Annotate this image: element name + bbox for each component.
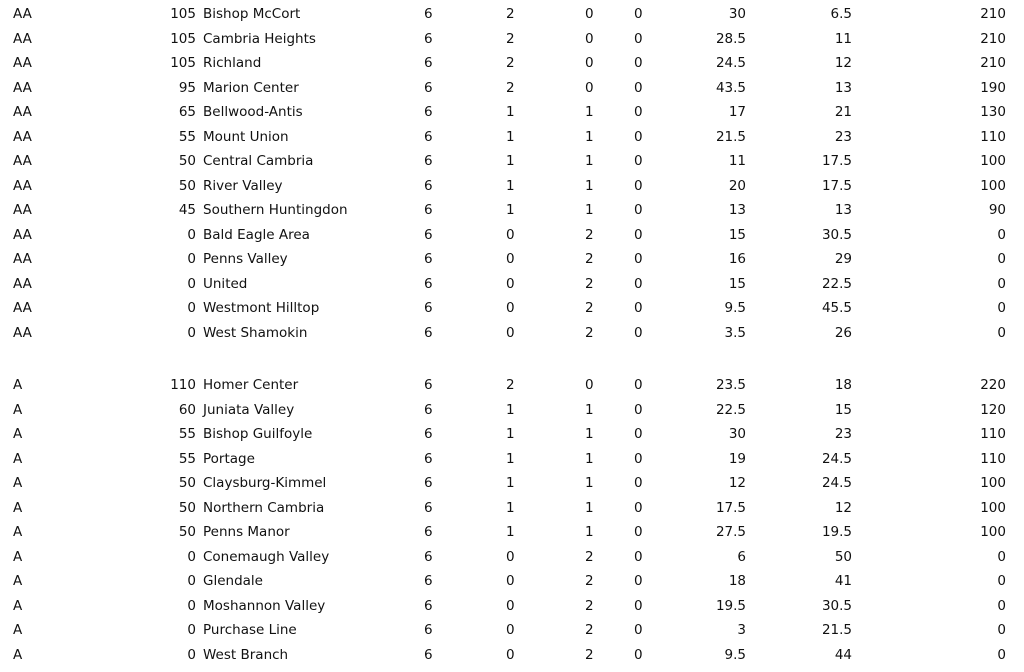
wins-cell: 1	[506, 202, 515, 218]
ties-cell: 0	[634, 275, 643, 292]
games-played-cell: 6	[424, 524, 433, 540]
total-points-cell: 210	[980, 30, 1006, 47]
total-points-cell: 210	[980, 55, 1006, 71]
ties-cell: 0	[634, 202, 643, 218]
class-cell: A	[13, 573, 23, 589]
losses-cell: 1	[585, 499, 594, 516]
games-played-cell: 6	[424, 275, 433, 292]
ties-cell: 0	[634, 251, 643, 267]
team-name-cell: Bellwood-Antis	[203, 104, 303, 120]
table-row	[0, 27, 1024, 51]
games-played-cell: 6	[424, 475, 433, 491]
losses-cell: 1	[585, 401, 594, 418]
ties-cell: 0	[634, 622, 643, 638]
points-for-cell: 19	[728, 450, 746, 467]
total-points-cell: 130	[980, 104, 1006, 120]
ties-cell: 0	[634, 524, 643, 540]
class-cell: A	[13, 426, 23, 442]
points-cell: 105	[170, 55, 196, 71]
ties-cell: 0	[634, 475, 643, 491]
table-row	[0, 247, 1024, 271]
team-name-cell: Marion Center	[203, 79, 299, 96]
team-name-cell: Purchase Line	[203, 622, 297, 638]
ties-cell: 0	[634, 548, 643, 565]
total-points-cell: 0	[997, 324, 1006, 341]
wins-cell: 1	[506, 499, 515, 516]
ties-cell: 0	[634, 226, 643, 243]
games-played-cell: 6	[424, 597, 433, 614]
games-played-cell: 6	[424, 377, 433, 393]
points-cell: 50	[178, 153, 196, 169]
total-points-cell: 100	[980, 153, 1006, 169]
games-played-cell: 6	[424, 226, 433, 243]
games-played-cell: 6	[424, 79, 433, 96]
points-cell: 55	[178, 450, 196, 467]
class-cell: A	[13, 524, 23, 540]
wins-cell: 0	[506, 548, 515, 565]
class-cell: A	[13, 499, 23, 516]
team-name-cell: Northern Cambria	[203, 499, 325, 516]
points-cell: 55	[178, 128, 196, 145]
points-against-cell: 13	[834, 79, 852, 96]
total-points-cell: 100	[980, 177, 1006, 194]
class-cell: A	[13, 475, 23, 491]
table-row	[0, 643, 1024, 667]
points-for-cell: 18	[728, 573, 746, 589]
points-against-cell: 29	[834, 251, 852, 267]
table-row	[0, 594, 1024, 618]
points-cell: 50	[178, 475, 196, 491]
table-row	[0, 125, 1024, 149]
losses-cell: 1	[585, 450, 594, 467]
points-against-cell: 21.5	[821, 622, 852, 638]
points-cell: 0	[187, 251, 196, 267]
points-for-cell: 15	[728, 226, 746, 243]
points-against-cell: 23	[834, 128, 852, 145]
team-name-cell: Juniata Valley	[203, 401, 295, 418]
losses-cell: 1	[585, 475, 594, 491]
losses-cell: 2	[585, 251, 594, 267]
points-for-cell: 30	[728, 6, 746, 22]
points-cell: 0	[187, 548, 196, 565]
team-name-cell: Penns Manor	[203, 524, 290, 540]
wins-cell: 1	[506, 426, 515, 442]
losses-cell: 2	[585, 275, 594, 292]
table-row	[0, 198, 1024, 222]
points-for-cell: 13	[728, 202, 746, 218]
class-cell: AA	[13, 79, 32, 96]
points-against-cell: 23	[834, 426, 852, 442]
games-played-cell: 6	[424, 401, 433, 418]
points-for-cell: 15	[728, 275, 746, 292]
wins-cell: 1	[506, 450, 515, 467]
ties-cell: 0	[634, 79, 643, 96]
points-cell: 0	[187, 275, 196, 292]
games-played-cell: 6	[424, 55, 433, 71]
ties-cell: 0	[634, 324, 643, 341]
games-played-cell: 6	[424, 548, 433, 565]
games-played-cell: 6	[424, 300, 433, 316]
points-for-cell: 16	[728, 251, 746, 267]
total-points-cell: 120	[980, 401, 1006, 418]
team-name-cell: West Branch	[203, 646, 289, 663]
points-for-cell: 17	[728, 104, 746, 120]
ties-cell: 0	[634, 104, 643, 120]
team-name-cell: Portage	[203, 450, 255, 467]
table-row	[0, 545, 1024, 569]
losses-cell: 2	[585, 646, 594, 663]
points-against-cell: 11	[834, 30, 852, 47]
wins-cell: 0	[506, 573, 515, 589]
losses-cell: 2	[585, 622, 594, 638]
wins-cell: 1	[506, 153, 515, 169]
points-cell: 105	[170, 6, 196, 22]
points-against-cell: 44	[834, 646, 852, 663]
total-points-cell: 0	[997, 226, 1006, 243]
team-name-cell: Southern Huntingdon	[203, 202, 348, 218]
points-against-cell: 24.5	[821, 450, 852, 467]
games-played-cell: 6	[424, 251, 433, 267]
points-cell: 60	[178, 401, 196, 418]
points-for-cell: 28.5	[715, 30, 746, 47]
team-name-cell: Cambria Heights	[203, 30, 316, 47]
games-played-cell: 6	[424, 324, 433, 341]
total-points-cell: 90	[988, 202, 1006, 218]
points-against-cell: 12	[834, 499, 852, 516]
games-played-cell: 6	[424, 499, 433, 516]
total-points-cell: 110	[980, 426, 1006, 442]
ties-cell: 0	[634, 6, 643, 22]
table-row	[0, 471, 1024, 495]
points-for-cell: 43.5	[715, 79, 746, 96]
games-played-cell: 6	[424, 426, 433, 442]
games-played-cell: 6	[424, 153, 433, 169]
class-cell: A	[13, 646, 23, 663]
points-for-cell: 21.5	[715, 128, 746, 145]
losses-cell: 2	[585, 573, 594, 589]
points-against-cell: 18	[834, 377, 852, 393]
points-for-cell: 3	[737, 622, 746, 638]
points-cell: 0	[187, 646, 196, 663]
points-for-cell: 22.5	[715, 401, 746, 418]
wins-cell: 0	[506, 300, 515, 316]
losses-cell: 2	[585, 324, 594, 341]
games-played-cell: 6	[424, 622, 433, 638]
class-cell: AA	[13, 153, 32, 169]
table-row	[0, 296, 1024, 320]
points-cell: 65	[178, 104, 196, 120]
class-cell: AA	[13, 6, 32, 22]
wins-cell: 0	[506, 275, 515, 292]
ties-cell: 0	[634, 128, 643, 145]
points-against-cell: 30.5	[821, 226, 852, 243]
points-against-cell: 17.5	[821, 153, 852, 169]
table-row	[0, 174, 1024, 198]
team-name-cell: West Shamokin	[203, 324, 308, 341]
losses-cell: 0	[585, 6, 594, 22]
wins-cell: 2	[506, 377, 515, 393]
total-points-cell: 220	[980, 377, 1006, 393]
class-cell: AA	[13, 30, 32, 47]
ties-cell: 0	[634, 597, 643, 614]
games-played-cell: 6	[424, 30, 433, 47]
table-row	[0, 76, 1024, 100]
table-row	[0, 2, 1024, 26]
losses-cell: 1	[585, 426, 594, 442]
team-name-cell: Claysburg-Kimmel	[203, 475, 327, 491]
total-points-cell: 190	[980, 79, 1006, 96]
points-cell: 55	[178, 426, 196, 442]
table-row	[0, 272, 1024, 296]
points-for-cell: 23.5	[715, 377, 746, 393]
points-against-cell: 13	[834, 202, 852, 218]
ties-cell: 0	[634, 300, 643, 316]
points-cell: 0	[187, 324, 196, 341]
table-row	[0, 520, 1024, 544]
ties-cell: 0	[634, 55, 643, 71]
class-cell: AA	[13, 104, 32, 120]
class-cell: AA	[13, 128, 32, 145]
table-row	[0, 149, 1024, 173]
team-name-cell: Moshannon Valley	[203, 597, 326, 614]
wins-cell: 2	[506, 79, 515, 96]
table-row	[0, 569, 1024, 593]
class-cell: A	[13, 622, 23, 638]
points-cell: 50	[178, 177, 196, 194]
games-played-cell: 6	[424, 104, 433, 120]
total-points-cell: 0	[997, 573, 1006, 589]
class-cell: A	[13, 597, 23, 614]
class-cell: AA	[13, 300, 32, 316]
total-points-cell: 0	[997, 300, 1006, 316]
wins-cell: 2	[506, 30, 515, 47]
points-for-cell: 19.5	[715, 597, 746, 614]
points-cell: 0	[187, 597, 196, 614]
wins-cell: 0	[506, 251, 515, 267]
points-against-cell: 45.5	[821, 300, 852, 316]
losses-cell: 2	[585, 300, 594, 316]
losses-cell: 0	[585, 79, 594, 96]
points-for-cell: 9.5	[724, 646, 746, 663]
points-against-cell: 30.5	[821, 597, 852, 614]
table-row	[0, 447, 1024, 471]
games-played-cell: 6	[424, 177, 433, 194]
total-points-cell: 0	[997, 548, 1006, 565]
team-name-cell: Westmont Hilltop	[203, 300, 320, 316]
ties-cell: 0	[634, 177, 643, 194]
wins-cell: 0	[506, 622, 515, 638]
total-points-cell: 0	[997, 275, 1006, 292]
games-played-cell: 6	[424, 646, 433, 663]
points-cell: 0	[187, 622, 196, 638]
losses-cell: 0	[585, 55, 594, 71]
games-played-cell: 6	[424, 6, 433, 22]
class-cell: AA	[13, 275, 32, 292]
class-cell: AA	[13, 226, 32, 243]
points-for-cell: 12	[728, 475, 746, 491]
points-for-cell: 17.5	[715, 499, 746, 516]
points-for-cell: 30	[728, 426, 746, 442]
points-cell: 45	[178, 202, 196, 218]
table-row	[0, 223, 1024, 247]
points-cell: 95	[178, 79, 196, 96]
class-cell: AA	[13, 251, 32, 267]
wins-cell: 2	[506, 6, 515, 22]
losses-cell: 1	[585, 177, 594, 194]
points-against-cell: 22.5	[821, 275, 852, 292]
games-played-cell: 6	[424, 573, 433, 589]
points-for-cell: 3.5	[724, 324, 746, 341]
ties-cell: 0	[634, 499, 643, 516]
games-played-cell: 6	[424, 450, 433, 467]
points-cell: 110	[170, 377, 196, 393]
points-against-cell: 24.5	[821, 475, 852, 491]
class-cell: AA	[13, 202, 32, 218]
ties-cell: 0	[634, 377, 643, 393]
team-name-cell: Conemaugh Valley	[203, 548, 330, 565]
wins-cell: 1	[506, 128, 515, 145]
ties-cell: 0	[634, 450, 643, 467]
total-points-cell: 100	[980, 499, 1006, 516]
losses-cell: 1	[585, 128, 594, 145]
losses-cell: 2	[585, 226, 594, 243]
total-points-cell: 210	[980, 6, 1006, 22]
points-for-cell: 27.5	[715, 524, 746, 540]
team-name-cell: Penns Valley	[203, 251, 288, 267]
points-against-cell: 17.5	[821, 177, 852, 194]
points-cell: 0	[187, 300, 196, 316]
points-for-cell: 9.5	[724, 300, 746, 316]
team-name-cell: Bald Eagle Area	[203, 226, 310, 243]
points-against-cell: 12	[834, 55, 852, 71]
points-cell: 0	[187, 573, 196, 589]
points-cell: 50	[178, 524, 196, 540]
ties-cell: 0	[634, 573, 643, 589]
losses-cell: 2	[585, 597, 594, 614]
points-cell: 105	[170, 30, 196, 47]
losses-cell: 1	[585, 104, 594, 120]
wins-cell: 1	[506, 177, 515, 194]
class-cell: A	[13, 401, 23, 418]
table-row	[0, 373, 1024, 397]
points-for-cell: 6	[737, 548, 746, 565]
points-against-cell: 15	[834, 401, 852, 418]
team-name-cell: United	[203, 275, 248, 292]
total-points-cell: 0	[997, 622, 1006, 638]
total-points-cell: 0	[997, 251, 1006, 267]
games-played-cell: 6	[424, 128, 433, 145]
ties-cell: 0	[634, 426, 643, 442]
points-against-cell: 50	[834, 548, 852, 565]
team-name-cell: Glendale	[203, 573, 263, 589]
table-row	[0, 321, 1024, 345]
team-name-cell: River Valley	[203, 177, 283, 194]
points-for-cell: 20	[728, 177, 746, 194]
total-points-cell: 100	[980, 475, 1006, 491]
total-points-cell: 0	[997, 597, 1006, 614]
wins-cell: 1	[506, 524, 515, 540]
points-for-cell: 11	[728, 153, 746, 169]
points-for-cell: 24.5	[715, 55, 746, 71]
wins-cell: 1	[506, 401, 515, 418]
wins-cell: 0	[506, 324, 515, 341]
team-name-cell: Mount Union	[203, 128, 289, 145]
ties-cell: 0	[634, 30, 643, 47]
losses-cell: 0	[585, 30, 594, 47]
points-against-cell: 21	[834, 104, 852, 120]
class-cell: AA	[13, 324, 32, 341]
losses-cell: 0	[585, 377, 594, 393]
points-against-cell: 41	[834, 573, 852, 589]
wins-cell: 0	[506, 597, 515, 614]
total-points-cell: 0	[997, 646, 1006, 663]
points-against-cell: 6.5	[830, 6, 852, 22]
team-name-cell: Bishop McCort	[203, 6, 301, 22]
class-cell: A	[13, 450, 23, 467]
points-cell: 0	[187, 226, 196, 243]
table-row	[0, 422, 1024, 446]
points-cell: 50	[178, 499, 196, 516]
total-points-cell: 110	[980, 128, 1006, 145]
team-name-cell: Homer Center	[203, 377, 299, 393]
losses-cell: 1	[585, 524, 594, 540]
table-row	[0, 496, 1024, 520]
points-against-cell: 19.5	[821, 524, 852, 540]
points-against-cell: 26	[834, 324, 852, 341]
table-row	[0, 100, 1024, 124]
table-row	[0, 51, 1024, 75]
class-cell: A	[13, 377, 23, 393]
wins-cell: 0	[506, 646, 515, 663]
total-points-cell: 100	[980, 524, 1006, 540]
team-name-cell: Bishop Guilfoyle	[203, 426, 313, 442]
team-name-cell: Central Cambria	[203, 153, 314, 169]
ties-cell: 0	[634, 646, 643, 663]
class-cell: A	[13, 548, 23, 565]
ties-cell: 0	[634, 401, 643, 418]
team-name-cell: Richland	[203, 55, 262, 71]
table-row	[0, 618, 1024, 642]
wins-cell: 1	[506, 104, 515, 120]
ties-cell: 0	[634, 153, 643, 169]
losses-cell: 1	[585, 153, 594, 169]
class-cell: AA	[13, 55, 32, 71]
losses-cell: 2	[585, 548, 594, 565]
table-row	[0, 398, 1024, 422]
losses-cell: 1	[585, 202, 594, 218]
wins-cell: 0	[506, 226, 515, 243]
total-points-cell: 110	[980, 450, 1006, 467]
wins-cell: 2	[506, 55, 515, 71]
class-cell: AA	[13, 177, 32, 194]
games-played-cell: 6	[424, 202, 433, 218]
wins-cell: 1	[506, 475, 515, 491]
